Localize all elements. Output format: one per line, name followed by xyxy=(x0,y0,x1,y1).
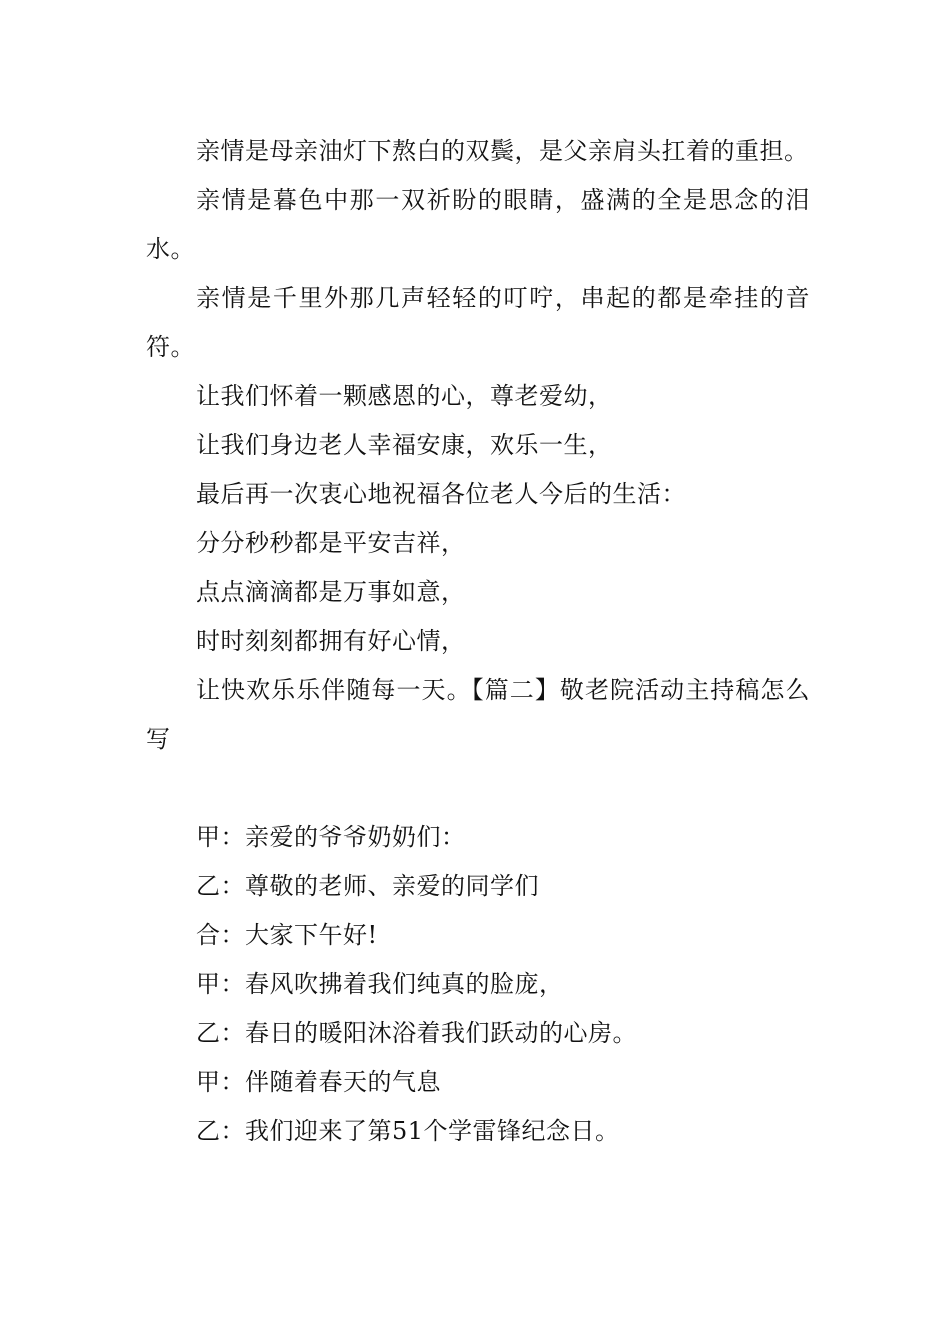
document-body xyxy=(146,127,810,1156)
paragraph: 最后再一次衷心地祝福各位老人今后的生活： xyxy=(196,480,686,508)
paragraph: 让我们身边老人幸福安康，欢乐一生， xyxy=(196,431,613,459)
dialogue-line: 合：大家下午好! xyxy=(196,921,378,949)
dialogue-line: 乙：我们迎来了第51个学雷锋纪念日。 xyxy=(196,1117,620,1145)
paragraph: 时时刻刻都拥有好心情， xyxy=(196,627,466,655)
paragraph: 让我们怀着一颗感恩的心，尊老爱幼， xyxy=(196,382,613,410)
paragraph: 亲情是暮色中那一双祈盼的眼睛，盛满的全是思念的泪水。 xyxy=(146,186,810,263)
dialogue-line: 乙：尊敬的老师、亲爱的同学们 xyxy=(196,872,539,900)
paragraph: 分分秒秒都是平安吉祥， xyxy=(196,529,466,557)
dialogue-line: 甲：亲爱的爷爷奶奶们： xyxy=(196,823,466,851)
dialogue-line: 乙：春日的暖阳沐浴着我们跃动的心房。 xyxy=(196,1019,637,1047)
dialogue-line: 甲：春风吹拂着我们纯真的脸庞， xyxy=(196,970,564,998)
dialogue-line: 甲：伴随着春天的气息 xyxy=(196,1068,441,1096)
paragraph: 点点滴滴都是万事如意， xyxy=(196,578,466,606)
paragraph: 让快欢乐乐伴随每一天。【篇二】敬老院活动主持稿怎么写 xyxy=(146,676,810,753)
paragraph: 亲情是千里外那几声轻轻的叮咛，串起的都是牵挂的音符。 xyxy=(146,284,810,361)
blank-line xyxy=(146,764,810,813)
paragraph: 亲情是母亲油灯下熬白的双鬓，是父亲肩头扛着的重担。 xyxy=(196,137,809,165)
